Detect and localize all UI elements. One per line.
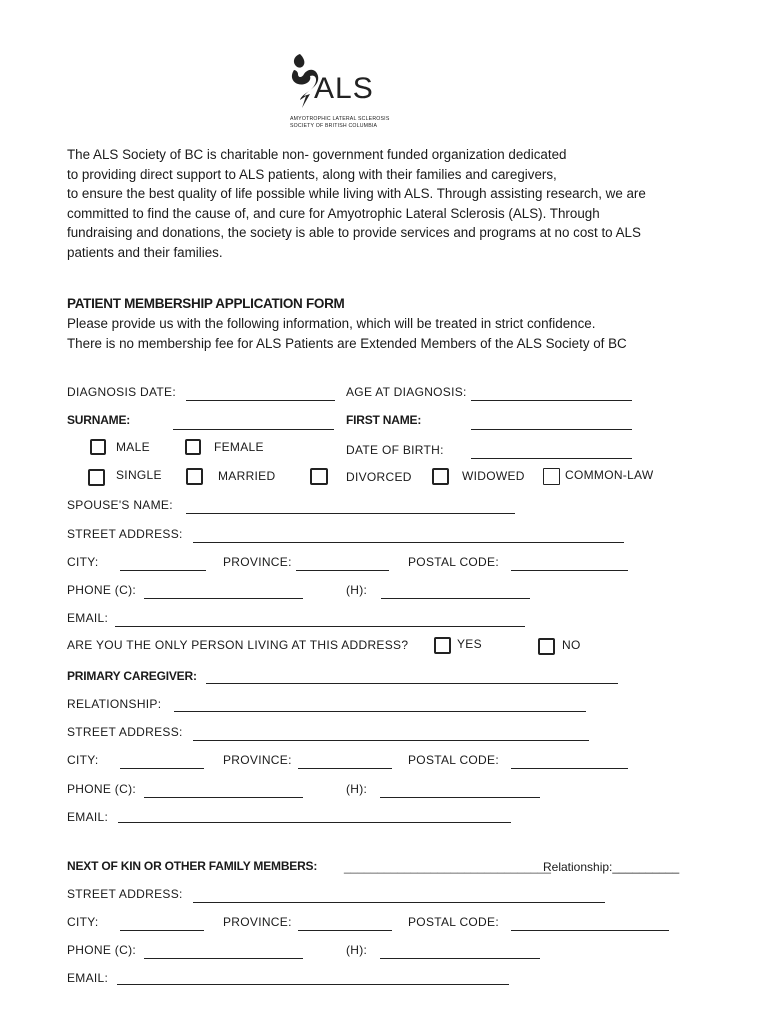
- married-checkbox[interactable]: [186, 468, 203, 485]
- form-title: PATIENT MEMBERSHIP APPLICATION FORM: [67, 296, 345, 311]
- widowed-label: WIDOWED: [462, 469, 525, 483]
- caregiver-phone-h-field[interactable]: [380, 797, 540, 798]
- phone-c-field[interactable]: [144, 598, 303, 599]
- single-label: SINGLE: [116, 468, 162, 482]
- caregiver-postal-code-field[interactable]: [511, 768, 628, 769]
- kin-phone-h-field[interactable]: [380, 958, 540, 959]
- logo-name: ALS: [314, 72, 374, 105]
- intro-line: patients and their families.: [67, 244, 223, 260]
- caregiver-relationship-field[interactable]: [174, 711, 586, 712]
- intro-line: committed to find the cause of, and cure for Amyotrophic Lateral Sclerosis (ALS). Through: [67, 205, 600, 221]
- only-person-question: ARE YOU THE ONLY PERSON LIVING AT THIS ADDRESS?: [67, 638, 409, 652]
- diagnosis-date-field[interactable]: [186, 400, 335, 401]
- kin-phone-h-label: (H):: [346, 943, 368, 957]
- postal-code-field[interactable]: [511, 570, 628, 571]
- next-of-kin-field[interactable]: _______________________________: [344, 860, 551, 874]
- phone-h-field[interactable]: [381, 598, 530, 599]
- province-label: PROVINCE:: [223, 555, 292, 569]
- province-field[interactable]: [296, 570, 389, 571]
- email-label: EMAIL:: [67, 611, 109, 625]
- first-name-label: FIRST NAME:: [346, 413, 422, 427]
- intro-line: to ensure the best quality of life possible while living with ALS. Through assisting research, we are: [67, 186, 646, 202]
- age-at-diagnosis-label: AGE AT DIAGNOSIS:: [346, 385, 467, 399]
- kin-postal-code-field[interactable]: [511, 930, 669, 931]
- kin-email-label: EMAIL:: [67, 971, 109, 985]
- kin-postal-code-label: POSTAL CODE:: [408, 915, 499, 929]
- spouse-name-label: SPOUSE'S NAME:: [67, 498, 173, 512]
- male-checkbox[interactable]: [90, 439, 106, 455]
- kin-city-label: CITY:: [67, 915, 99, 929]
- caregiver-province-field[interactable]: [298, 768, 392, 769]
- logo-subtitle-1: AMYOTROPHIC LATERAL SCLEROSIS: [290, 116, 390, 122]
- caregiver-street-address-field[interactable]: [193, 740, 589, 741]
- next-of-kin-label: NEXT OF KIN OR OTHER FAMILY MEMBERS:: [67, 859, 318, 873]
- street-address-label: STREET ADDRESS:: [67, 527, 183, 541]
- kin-province-field[interactable]: [298, 930, 392, 931]
- single-checkbox[interactable]: [88, 469, 105, 486]
- caregiver-postal-code-label: POSTAL CODE:: [408, 753, 499, 767]
- caregiver-city-field[interactable]: [120, 768, 204, 769]
- caregiver-street-address-label: STREET ADDRESS:: [67, 725, 183, 739]
- street-address-field[interactable]: [193, 542, 624, 543]
- intro-paragraph: [67, 145, 646, 263]
- kin-phone-c-field[interactable]: [144, 958, 303, 959]
- email-field[interactable]: [115, 626, 525, 627]
- age-at-diagnosis-field[interactable]: [471, 400, 632, 401]
- dob-label: DATE OF BIRTH:: [346, 443, 444, 457]
- kin-city-field[interactable]: [120, 930, 204, 931]
- spouse-name-field[interactable]: [186, 513, 515, 514]
- intro-line: fundraising and donations, the society is able to provide services and programs at no cost to ALS: [67, 225, 641, 241]
- caregiver-phone-c-field[interactable]: [144, 797, 303, 798]
- female-checkbox[interactable]: [185, 439, 201, 455]
- no-label: NO: [562, 638, 581, 652]
- widowed-checkbox[interactable]: [432, 468, 449, 485]
- caregiver-phone-h-label: (H):: [346, 782, 368, 796]
- divorced-label: DIVORCED: [346, 470, 412, 484]
- logo-subtitle-2: SOCIETY OF BRITISH COLUMBIA: [290, 123, 378, 129]
- city-label: CITY:: [67, 555, 99, 569]
- kin-province-label: PROVINCE:: [223, 915, 292, 929]
- caregiver-province-label: PROVINCE:: [223, 753, 292, 767]
- dob-field[interactable]: [471, 458, 632, 459]
- kin-email-field[interactable]: [117, 984, 509, 985]
- primary-caregiver-field[interactable]: [206, 683, 618, 684]
- common-law-label: COMMON-LAW: [565, 468, 654, 482]
- phone-c-label: PHONE (C):: [67, 583, 136, 597]
- surname-field[interactable]: [173, 429, 334, 430]
- caregiver-relationship-label: RELATIONSHIP:: [67, 697, 162, 711]
- married-label: MARRIED: [218, 469, 276, 483]
- caregiver-city-label: CITY:: [67, 753, 99, 767]
- yes-checkbox[interactable]: [434, 637, 451, 654]
- no-checkbox[interactable]: [538, 638, 555, 655]
- kin-phone-c-label: PHONE (C):: [67, 943, 136, 957]
- primary-caregiver-label: PRIMARY CAREGIVER:: [67, 669, 197, 683]
- diagnosis-date-label: DIAGNOSIS DATE:: [67, 385, 176, 399]
- intro-line: to providing direct support to ALS patients, along with their families and caregivers,: [67, 166, 557, 182]
- surname-label: SURNAME:: [67, 413, 131, 427]
- form-note-2: There is no membership fee for ALS Patients are Extended Members of the ALS Society of BC: [67, 336, 627, 351]
- kin-relationship-label[interactable]: Relationship:__________: [543, 860, 680, 874]
- form-note-1: Please provide us with the following information, which will be treated in strict confidence.: [67, 316, 596, 331]
- yes-label: YES: [457, 637, 482, 651]
- city-field[interactable]: [120, 570, 206, 571]
- intro-line: The ALS Society of BC is charitable non- government funded organization dedicated: [67, 147, 567, 162]
- kin-street-address-field[interactable]: [193, 902, 605, 903]
- caregiver-email-label: EMAIL:: [67, 810, 109, 824]
- caregiver-email-field[interactable]: [118, 822, 511, 823]
- als-logo: [284, 52, 414, 134]
- male-label: MALE: [116, 440, 150, 454]
- female-label: FEMALE: [214, 440, 264, 454]
- phone-h-label: (H):: [346, 583, 368, 597]
- divorced-checkbox[interactable]: [310, 468, 328, 485]
- postal-code-label: POSTAL CODE:: [408, 555, 499, 569]
- kin-street-address-label: STREET ADDRESS:: [67, 887, 183, 901]
- common-law-checkbox[interactable]: [543, 468, 560, 485]
- first-name-field[interactable]: [471, 429, 632, 430]
- caregiver-phone-c-label: PHONE (C):: [67, 782, 136, 796]
